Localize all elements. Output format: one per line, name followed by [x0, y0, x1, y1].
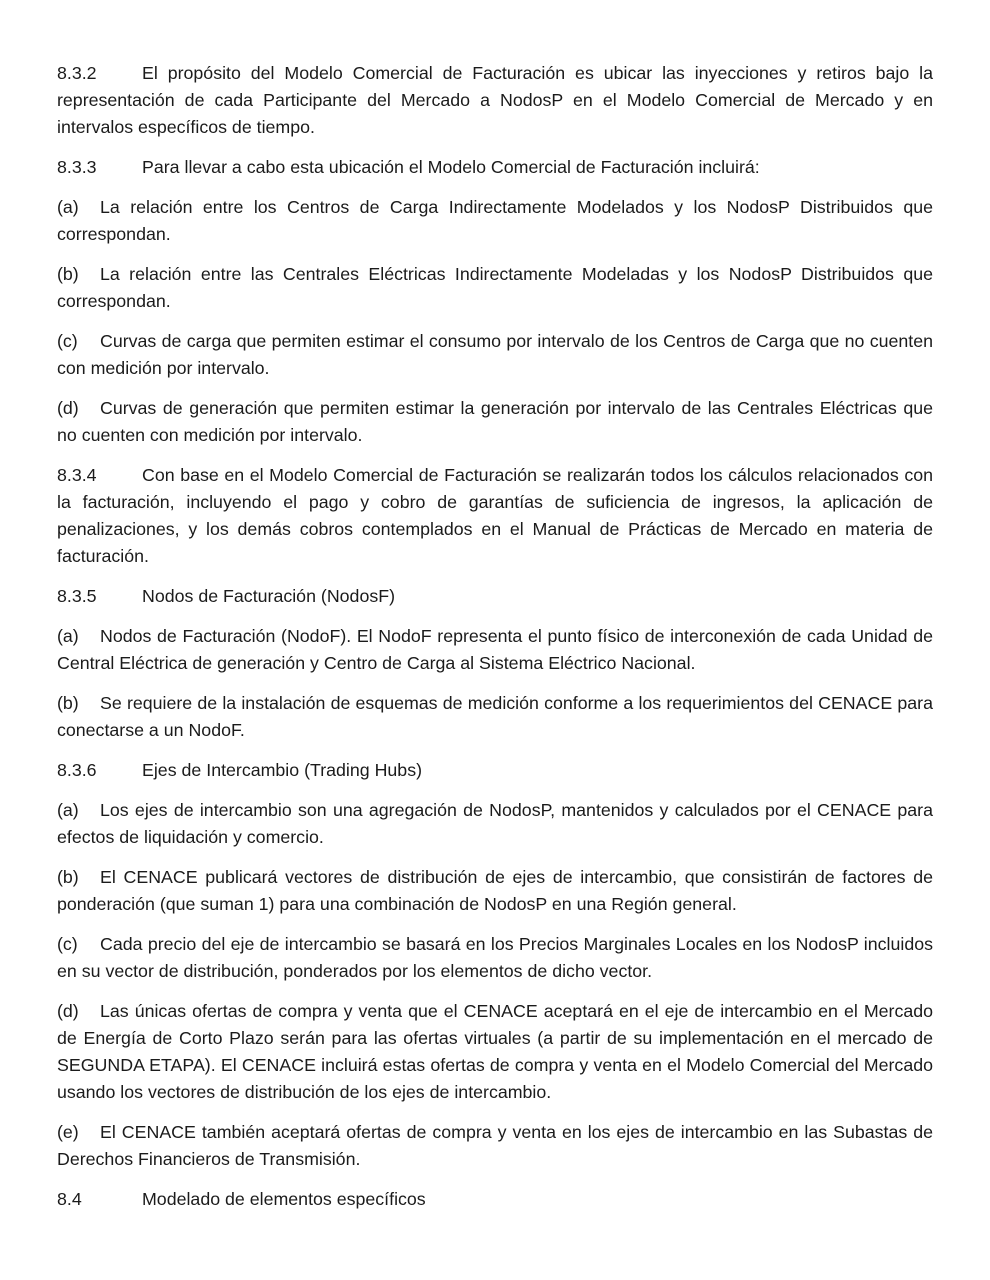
- paragraph-text: Ejes de Intercambio (Trading Hubs): [142, 760, 423, 780]
- paragraph-text: Con base en el Modelo Comercial de Facturación se realizarán todos los cálculos relacionados con la facturación, incluyendo el pago y cobro de garantías de suficiencia de ingresos, la aplicación de penalizaciones, y los demás cobros contemplados en el Manual de Prácticas de Mercado en materia de facturación.: [57, 465, 933, 566]
- paragraph-text: Nodos de Facturación (NodosF): [142, 586, 396, 606]
- list-item-paragraph: [57, 395, 933, 449]
- list-item-paragraph: [57, 931, 933, 985]
- section-paragraph: [57, 583, 933, 610]
- paragraph-text: Modelado de elementos específicos: [142, 1189, 426, 1209]
- paragraph-text: Nodos de Facturación (NodoF). El NodoF representa el punto físico de interconexión de cada Unidad de Central Eléctrica de generación y Centro de Carga al Sistema Eléctrico Nacional.: [57, 626, 933, 673]
- list-item-letter: (d): [57, 1001, 79, 1021]
- section-number: 8.3.6: [57, 760, 97, 780]
- list-item-letter: (a): [57, 626, 79, 646]
- paragraph-text: El CENACE publicará vectores de distribución de ejes de intercambio, que consistirán de factores de ponderación (que suman 1) para una combinación de NodosP en una Región general.: [57, 867, 933, 914]
- list-item-letter: (b): [57, 264, 79, 284]
- list-item-paragraph: [57, 797, 933, 851]
- section-number: 8.3.2: [57, 63, 97, 83]
- list-item-letter: (c): [57, 934, 78, 954]
- list-item-paragraph: [57, 998, 933, 1106]
- paragraph-text: Cada precio del eje de intercambio se basará en los Precios Marginales Locales en los NodosP incluidos en su vector de distribución, ponderados por los elementos de dicho vector.: [57, 934, 933, 981]
- list-item-paragraph: [57, 194, 933, 248]
- section-paragraph: [57, 757, 933, 784]
- paragraph-text: El CENACE también aceptará ofertas de compra y venta en los ejes de intercambio en las Subastas de Derechos Financieros de Transmisión.: [57, 1122, 933, 1169]
- section-paragraph: [57, 60, 933, 141]
- list-item-paragraph: [57, 623, 933, 677]
- list-item-letter: (b): [57, 867, 79, 887]
- section-paragraph: [57, 462, 933, 570]
- paragraph-text: Los ejes de intercambio son una agregación de NodosP, mantenidos y calculados por el CENACE para efectos de liquidación y comercio.: [57, 800, 933, 847]
- list-item-paragraph: [57, 328, 933, 382]
- list-item-paragraph: [57, 690, 933, 744]
- paragraph-text: El propósito del Modelo Comercial de Facturación es ubicar las inyecciones y retiros bajo la representación de cada Participante del Mercado a NodosP en el Modelo Comercial de Mercado y en intervalos específicos de tiempo.: [57, 63, 933, 137]
- list-item-letter: (a): [57, 197, 79, 217]
- list-item-paragraph: [57, 864, 933, 918]
- section-paragraph: [57, 154, 933, 181]
- list-item-letter: (b): [57, 693, 79, 713]
- section-number: 8.3.5: [57, 586, 97, 606]
- section-paragraph: [57, 1186, 933, 1213]
- paragraph-text: Se requiere de la instalación de esquemas de medición conforme a los requerimientos del CENACE para conectarse a un NodoF.: [57, 693, 933, 740]
- paragraph-text: La relación entre las Centrales Eléctricas Indirectamente Modeladas y los NodosP Distribuidos que correspondan.: [57, 264, 933, 311]
- list-item-paragraph: [57, 261, 933, 315]
- section-number: 8.3.3: [57, 157, 97, 177]
- list-item-letter: (d): [57, 398, 79, 418]
- list-item-letter: (e): [57, 1122, 79, 1142]
- paragraph-text: Curvas de generación que permiten estimar la generación por intervalo de las Centrales Eléctricas que no cuenten con medición por intervalo.: [57, 398, 933, 445]
- section-number: 8.3.4: [57, 465, 97, 485]
- list-item-paragraph: [57, 1119, 933, 1173]
- paragraph-text: Para llevar a cabo esta ubicación el Modelo Comercial de Facturación incluirá:: [142, 157, 760, 177]
- paragraph-text: Las únicas ofertas de compra y venta que el CENACE aceptará en el eje de intercambio en el Mercado de Energía de Corto Plazo serán para las ofertas virtuales (a partir de su implementación en el mercado de SEGUNDA ETAPA). El CENACE incluirá estas ofertas de compra y venta en el Modelo Comercial del Mercado usando los vectores de distribución de los ejes de intercambio.: [57, 1001, 933, 1102]
- list-item-letter: (c): [57, 331, 78, 351]
- paragraph-text: Curvas de carga que permiten estimar el consumo por intervalo de los Centros de Carga que no cuenten con medición por intervalo.: [57, 331, 933, 378]
- section-number: 8.4: [57, 1189, 82, 1209]
- document-body: [57, 60, 933, 1213]
- list-item-letter: (a): [57, 800, 79, 820]
- paragraph-text: La relación entre los Centros de Carga Indirectamente Modelados y los NodosP Distribuidos que correspondan.: [57, 197, 933, 244]
